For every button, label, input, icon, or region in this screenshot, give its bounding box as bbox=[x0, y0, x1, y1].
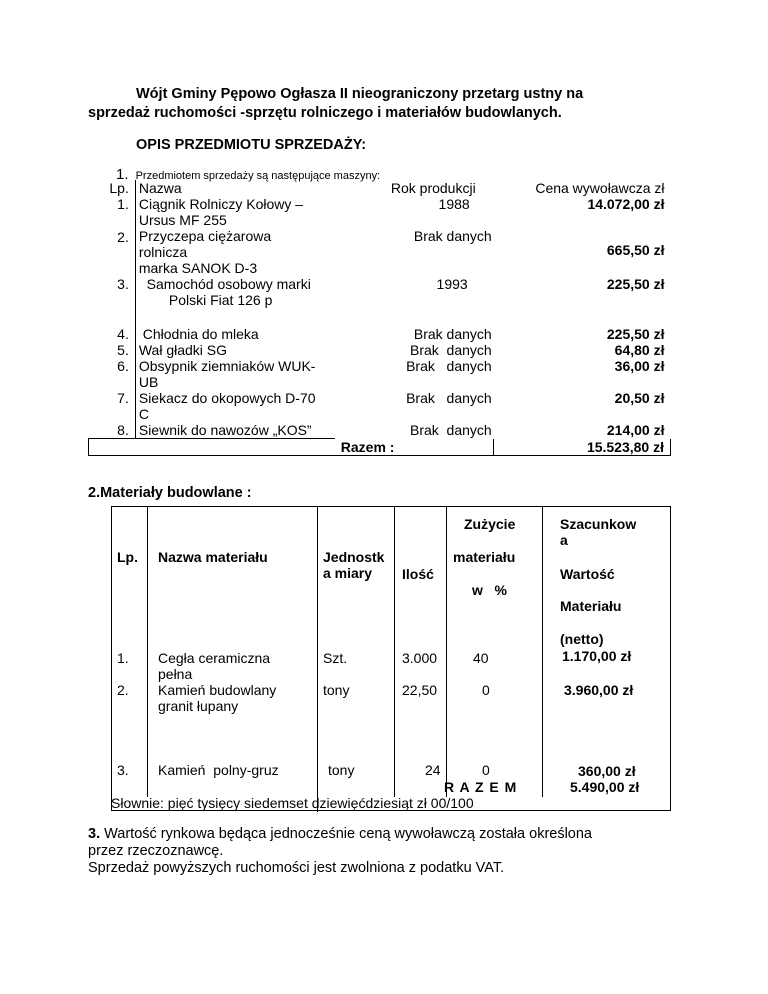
row-name-line: UB bbox=[138, 374, 159, 390]
mat-col-usage-3: w % bbox=[472, 582, 508, 598]
mat-row1-qty: 3.000 bbox=[402, 650, 438, 666]
mat-row3-qty: 24 bbox=[425, 762, 441, 778]
row-name-line: Siekacz do okopowych D-70 bbox=[138, 390, 316, 406]
mat-col-lp: Lp. bbox=[117, 549, 138, 565]
mat-col-name: Nazwa materiału bbox=[158, 549, 268, 565]
row-name bbox=[135, 276, 334, 318]
row-name-line: Polski Fiat 126 p bbox=[168, 292, 273, 308]
mat-col-unit-1: Jednostk bbox=[323, 549, 385, 565]
mat-col-unit-2: a miary bbox=[323, 565, 373, 581]
section1-number: 1. bbox=[116, 166, 129, 183]
row-name-line: Ciągnik Rolniczy Kołowy – bbox=[138, 196, 304, 212]
mat-row2-value: 3.960,00 zł bbox=[564, 682, 634, 698]
row-name: Wał gładki SG bbox=[135, 342, 334, 358]
mat-col-usage-2: materiału bbox=[453, 549, 516, 565]
table-row bbox=[89, 276, 671, 318]
table-row bbox=[89, 318, 671, 342]
row-price: 14.072,00 zł bbox=[587, 196, 665, 212]
mat-row2-unit: tony bbox=[323, 682, 350, 698]
amount-in-words: Słownie: pięć tysięcy siedemset dziewięćdziesiąt zł 00/100 bbox=[111, 795, 474, 811]
row-name-line: C bbox=[138, 406, 149, 422]
table-row bbox=[89, 422, 671, 439]
title-line-1: Wójt Gminy Pępowo Ogłasza II nieograniczony przetarg ustny na bbox=[136, 86, 584, 102]
row-lp: 3. bbox=[117, 276, 129, 292]
row-lp: 6. bbox=[117, 358, 129, 374]
row-lp: 1. bbox=[117, 196, 129, 212]
row-year: Brak danych bbox=[406, 358, 492, 374]
row-lp: 2. bbox=[117, 229, 129, 245]
table-row bbox=[89, 228, 671, 276]
machines-table bbox=[88, 180, 671, 456]
mat-col-qty: Ilość bbox=[402, 566, 434, 582]
row-name bbox=[135, 228, 334, 276]
mat-row3-value: 360,00 zł bbox=[578, 763, 636, 779]
col-divider bbox=[446, 507, 447, 797]
row-name-line: marka SANOK D-3 bbox=[138, 260, 258, 276]
table-row bbox=[89, 390, 671, 422]
section3-line-1 bbox=[88, 826, 688, 843]
row-lp: 5. bbox=[117, 342, 129, 358]
row-year: 1988 bbox=[438, 196, 470, 212]
mat-row1-lp: 1. bbox=[117, 650, 129, 666]
mat-row1-usage: 40 bbox=[473, 650, 489, 666]
announcement-title bbox=[88, 85, 688, 123]
col-price: Cena wywoławcza zł bbox=[535, 180, 665, 196]
machines-header-row bbox=[89, 180, 671, 196]
col-divider bbox=[317, 507, 318, 812]
machines-total-row bbox=[89, 439, 671, 456]
row-price: 64,80 zł bbox=[614, 342, 665, 358]
total-spacer bbox=[135, 439, 334, 456]
table-row bbox=[89, 196, 671, 228]
section3-line-3: Sprzedaż powyższych ruchomości jest zwolniona z podatku VAT. bbox=[88, 860, 505, 876]
table-row bbox=[89, 342, 671, 358]
col-divider bbox=[394, 507, 395, 797]
title-line-2: sprzedaż ruchomości -sprzętu rolniczego i materiałów budowlanych. bbox=[88, 105, 562, 121]
mat-total-label: R A Z E M bbox=[444, 779, 518, 795]
total-spacer bbox=[89, 439, 136, 456]
row-name-line: Obsypnik ziemniaków WUK- bbox=[138, 358, 316, 374]
row-price: 225,50 zł bbox=[606, 276, 665, 292]
mat-row1-name-2: pełna bbox=[158, 666, 193, 682]
mat-row3-name: Kamień polny-gruz bbox=[158, 762, 279, 778]
row-year: Brak danych bbox=[409, 422, 492, 438]
mat-row2-qty: 22,50 bbox=[402, 682, 438, 698]
row-price: 225,50 zł bbox=[606, 326, 665, 342]
row-year: Brak danych bbox=[406, 390, 492, 406]
mat-row3-unit: tony bbox=[328, 762, 355, 778]
mat-row2-lp: 2. bbox=[117, 682, 129, 698]
table-row bbox=[89, 358, 671, 390]
mat-col-value-1: Szacunkow bbox=[560, 516, 637, 532]
col-divider bbox=[542, 507, 543, 797]
total-label: Razem : bbox=[335, 439, 494, 456]
row-year: Brak danych bbox=[413, 326, 492, 342]
row-price: 20,50 zł bbox=[614, 390, 665, 406]
section3-number: 3. bbox=[88, 826, 101, 842]
row-year: Brak danych bbox=[409, 342, 492, 358]
row-lp: 8. bbox=[89, 422, 136, 439]
row-price: 36,00 zł bbox=[614, 358, 665, 374]
col-divider bbox=[147, 507, 148, 797]
row-name bbox=[135, 390, 334, 422]
row-year: Brak danych bbox=[413, 228, 492, 244]
mat-row2-name-1: Kamień budowlany bbox=[158, 682, 277, 698]
section1-intro-text: Przedmiotem sprzedaży są następujące maszyny: bbox=[135, 170, 381, 182]
mat-row2-name-2: granit łupany bbox=[158, 698, 239, 714]
total-value: 15.523,80 zł bbox=[494, 439, 671, 456]
row-name-line: rolnicza bbox=[138, 244, 188, 260]
materials-heading: 2.Materiały budowlane : bbox=[88, 485, 252, 501]
row-lp: 4. bbox=[117, 326, 129, 342]
mat-col-value-3: Wartość bbox=[560, 566, 615, 582]
mat-col-value-4: Materiału bbox=[560, 598, 622, 614]
mat-col-usage-1: Zużycie bbox=[464, 516, 516, 532]
row-name-line: Ursus MF 255 bbox=[138, 212, 227, 228]
mat-row3-lp: 3. bbox=[117, 762, 129, 778]
row-lp: 7. bbox=[117, 390, 129, 406]
row-price: 214,00 zł bbox=[606, 422, 665, 438]
section3-line-2: przez rzeczoznawcę. bbox=[88, 843, 224, 859]
mat-row1-value: 1.170,00 zł bbox=[562, 648, 632, 664]
mat-row3-usage: 0 bbox=[482, 762, 490, 778]
section-subtitle: OPIS PRZEDMIOTU SPRZEDAŻY: bbox=[136, 137, 367, 153]
row-price: 665,50 zł bbox=[606, 242, 665, 258]
mat-total-value: 5.490,00 zł bbox=[570, 779, 640, 795]
row-name bbox=[135, 358, 334, 390]
row-name bbox=[135, 196, 334, 228]
mat-row1-unit: Szt. bbox=[323, 650, 348, 666]
mat-col-value-2: a bbox=[560, 532, 568, 548]
row-year: 1993 bbox=[436, 276, 468, 292]
row-name-line: Samochód osobowy marki bbox=[138, 276, 311, 292]
row-name-line: Przyczepa ciężarowa bbox=[138, 228, 272, 244]
mat-col-value-5: (netto) bbox=[560, 631, 604, 647]
materials-table bbox=[111, 506, 671, 811]
mat-row1-name-1: Cegła ceramiczna bbox=[158, 650, 271, 666]
section3-text bbox=[88, 826, 688, 877]
row-name: Siewnik do nawozów „KOS” bbox=[135, 422, 334, 439]
row-name: Chłodnia do mleka bbox=[135, 318, 334, 342]
mat-row2-usage: 0 bbox=[482, 682, 490, 698]
col-name: Nazwa bbox=[135, 180, 334, 196]
col-lp: Lp. bbox=[109, 180, 129, 196]
col-year: Rok produkcji bbox=[390, 180, 476, 196]
section3-line-1-text: Wartość rynkowa będąca jednocześnie ceną wywoławczą została określona bbox=[100, 826, 592, 842]
